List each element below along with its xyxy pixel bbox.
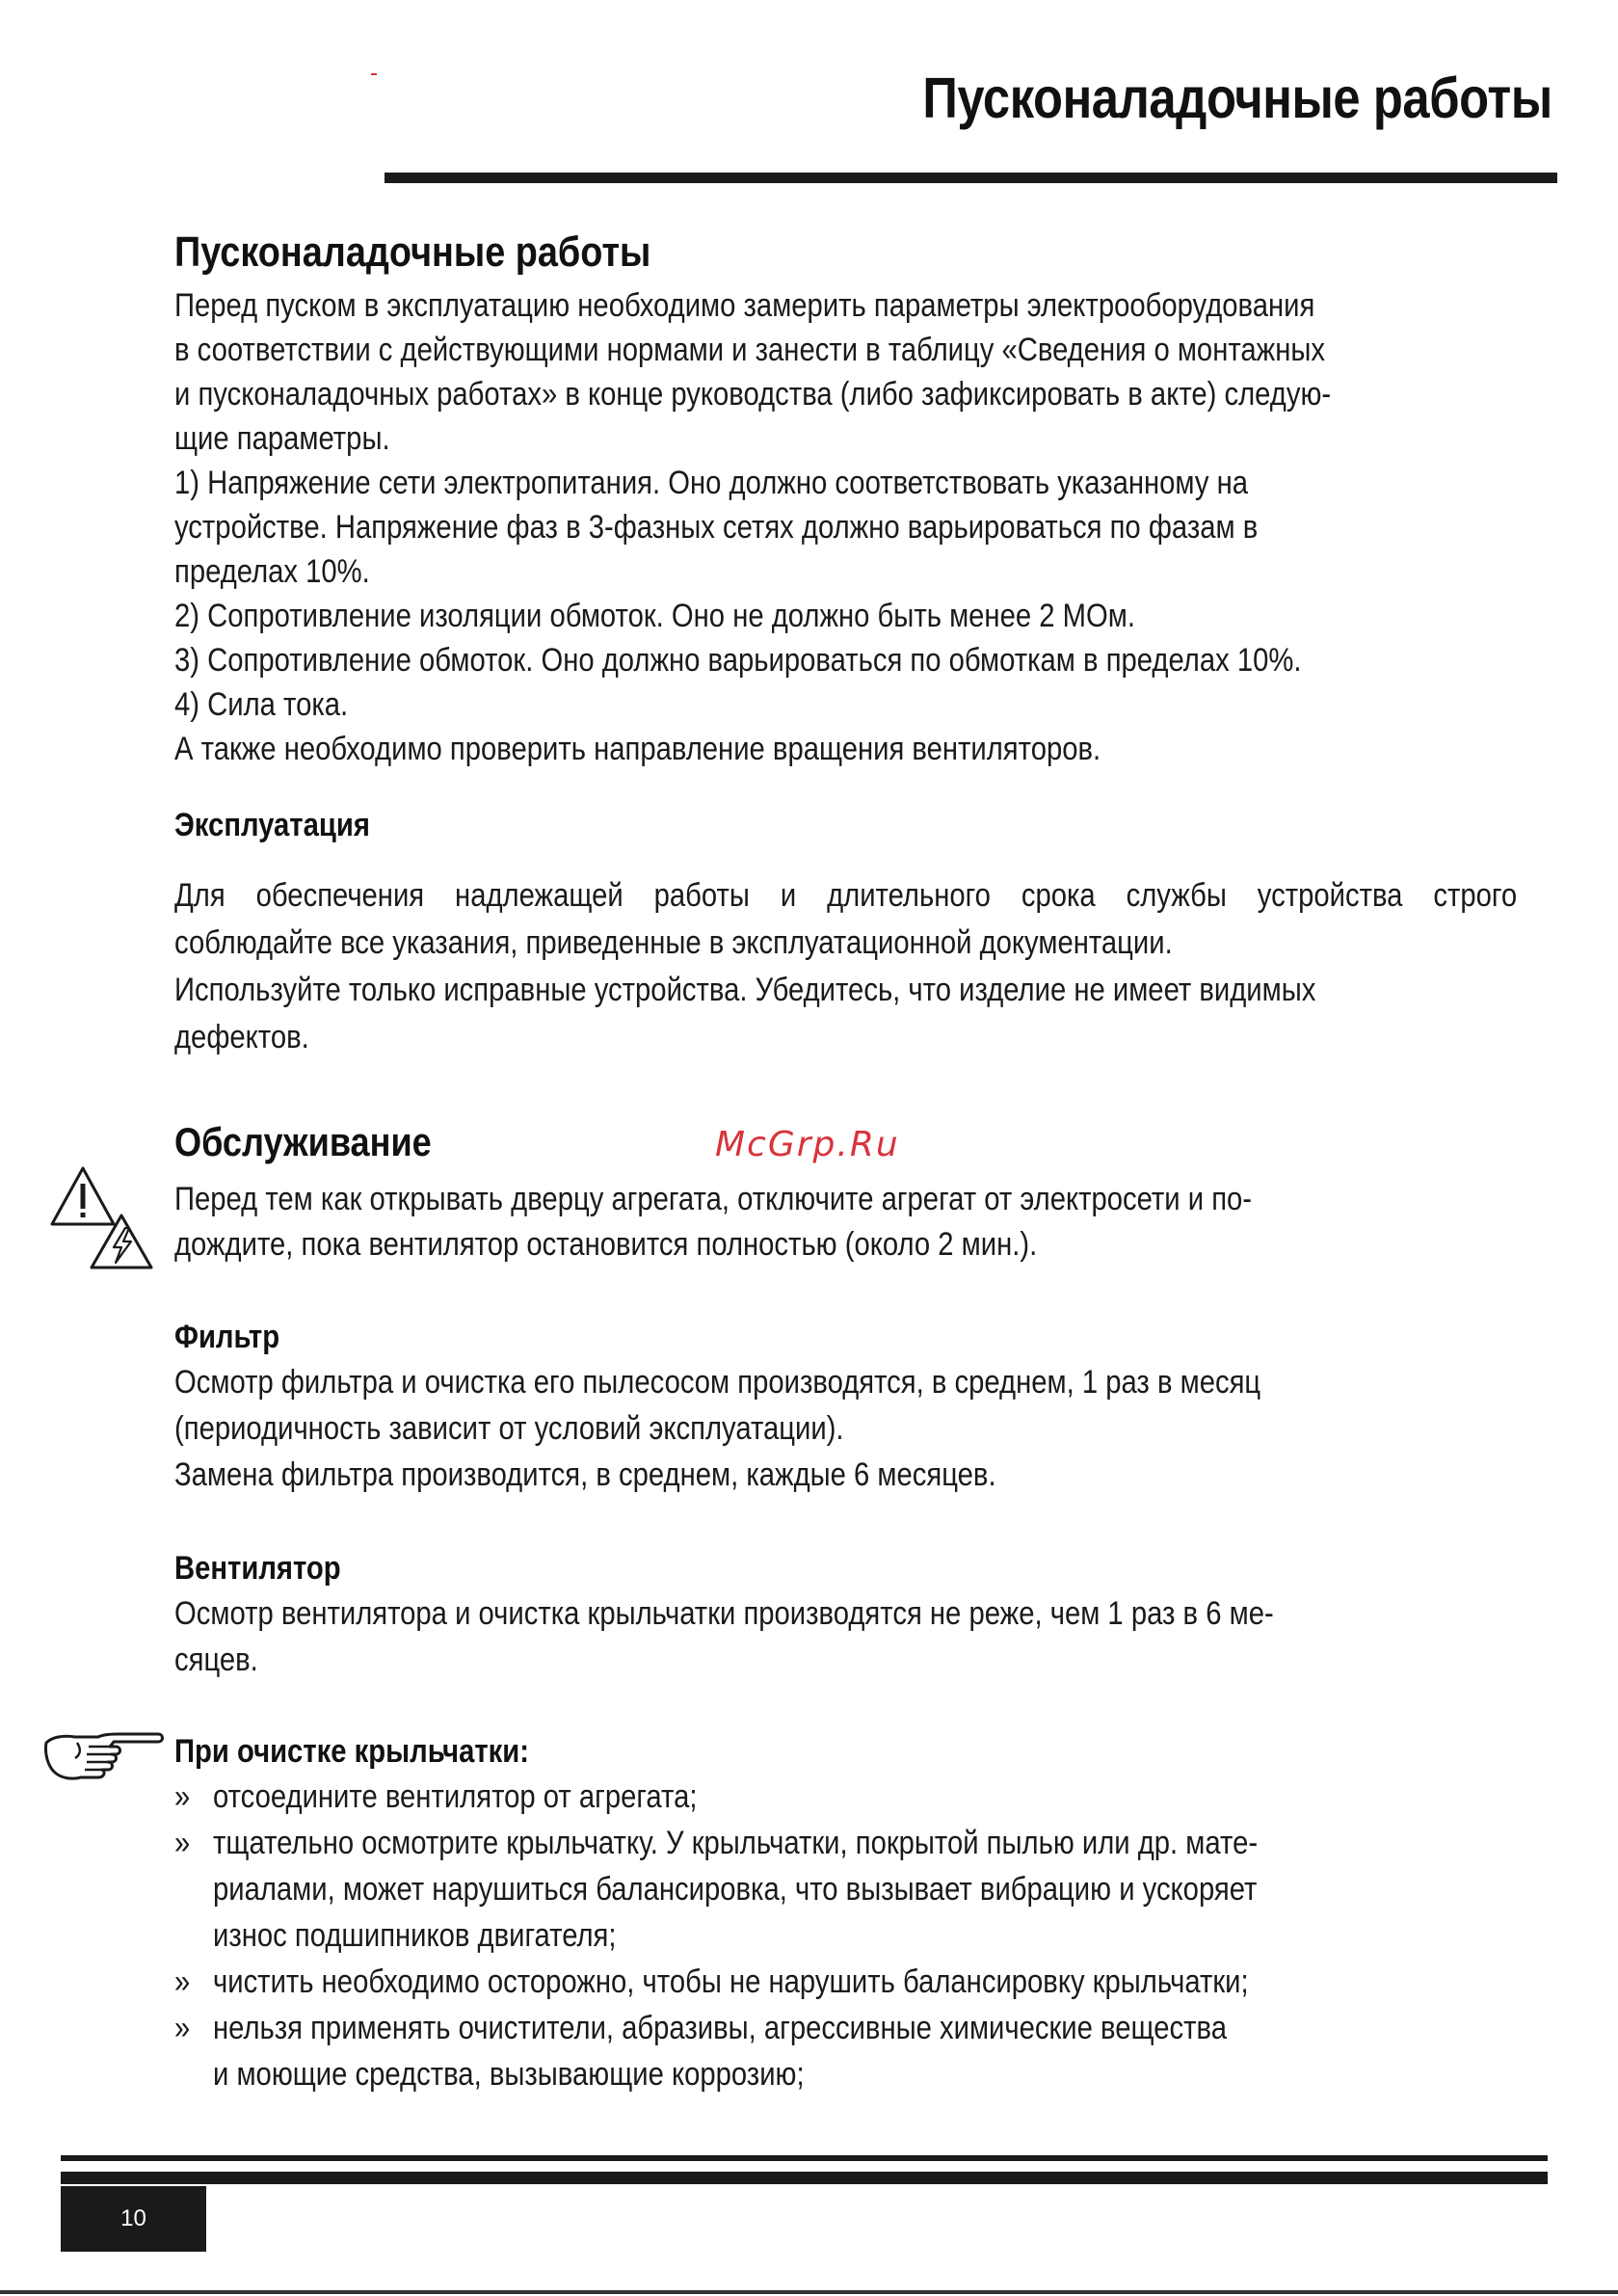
list-item: 4) Сила тока.: [174, 686, 349, 723]
pointing-hand-icon: [42, 1729, 166, 1796]
paragraph-line: Используйте только исправные устройства. Убедитесь, что изделие не имеет видимых: [174, 972, 1316, 1008]
list-item: 3) Сопротивление обмоток. Оно должно варьироваться по обмоткам в пределах 10%.: [174, 642, 1302, 679]
warning-text: Перед тем как открывать дверцу агрегата, отключите агрегат от электросети и по-: [174, 1181, 1253, 1217]
paragraph-line: и пусконаладочных работах» в конце руководства (либо зафиксировать в акте) следую-: [174, 376, 1332, 413]
section-heading-commissioning: Пусконаладочные работы: [174, 228, 651, 276]
bullet-marker: »: [174, 1963, 191, 2000]
page-number: 10: [61, 2186, 206, 2252]
subheading-impeller: При очистке крыльчатки:: [174, 1733, 530, 1770]
bottom-edge-rule: [0, 2290, 1618, 2294]
bullet-item-continuation: риалами, может нарушиться балансировка, что вызывает вибрацию и ускоряет: [213, 1871, 1258, 1908]
watermark-text: McGrp.Ru: [715, 1125, 900, 1164]
bullet-item: чистить необходимо осторожно, чтобы не нарушить балансировку крыльчатки;: [213, 1963, 1249, 2000]
paragraph-line: (периодичность зависит от условий эксплуатации).: [174, 1410, 844, 1447]
decorative-mark: [371, 73, 377, 75]
list-item-continuation: пределах 10%.: [174, 553, 370, 590]
section-heading-operation: Эксплуатация: [174, 807, 370, 843]
paragraph-line: соблюдайте все указания, приведенные в эксплуатационной документации.: [174, 924, 1173, 961]
bullet-item-continuation: и моющие средства, вызывающие коррозию;: [213, 2056, 805, 2093]
paragraph-line: Осмотр фильтра и очистка его пылесосом производятся, в среднем, 1 раз в месяц: [174, 1364, 1261, 1401]
footer-rule: [61, 2155, 1548, 2161]
paragraph-line: Осмотр вентилятора и очистка крыльчатки производятся не реже, чем 1 раз в 6 ме-: [174, 1595, 1274, 1632]
warning-text: дождите, пока вентилятор остановится полностью (около 2 мин.).: [174, 1226, 1038, 1263]
subheading-filter: Фильтр: [174, 1319, 280, 1355]
list-item-continuation: устройстве. Напряжение фаз в 3-фазных сетях должно варьироваться по фазам в: [174, 509, 1259, 546]
paragraph-line: Перед пуском в эксплуатацию необходимо замерить параметры электрооборудования: [174, 287, 1315, 324]
paragraph-line: Для обеспечения надлежащей работы и длительного срока службы устройства строго: [174, 877, 1518, 914]
paragraph-line: сяцев.: [174, 1642, 258, 1678]
page-header-title: Пусконаладочные работы: [922, 67, 1552, 130]
paragraph-line: Замена фильтра производится, в среднем, каждые 6 месяцев.: [174, 1456, 996, 1493]
paragraph-line: в соответствии с действующими нормами и занести в таблицу «Сведения о монтажных: [174, 332, 1326, 368]
list-item: 1) Напряжение сети электропитания. Оно должно соответствовать указанному на: [174, 465, 1248, 501]
section-heading-maintenance: Обслуживание: [174, 1119, 432, 1164]
subheading-fan: Вентилятор: [174, 1550, 341, 1587]
bullet-item: тщательно осмотрите крыльчатку. У крыльчатки, покрытой пылью или др. мате-: [213, 1825, 1259, 1861]
bullet-marker: »: [174, 1778, 191, 1815]
bullet-item-continuation: износ подшипников двигателя;: [213, 1917, 617, 1954]
bullet-marker: »: [174, 2010, 191, 2046]
paragraph-line: дефектов.: [174, 1019, 309, 1055]
electrical-hazard-icon: [89, 1213, 154, 1275]
paragraph-line: А также необходимо проверить направление вращения вентиляторов.: [174, 731, 1101, 767]
header-rule: [385, 173, 1557, 183]
footer-rule: [61, 2172, 1548, 2184]
bullet-marker: »: [174, 1825, 191, 1861]
bullet-item: нельзя применять очистители, абразивы, агрессивные химические вещества: [213, 2010, 1227, 2046]
paragraph-line: щие параметры.: [174, 420, 390, 457]
bullet-item: отсоедините вентилятор от агрегата;: [213, 1778, 698, 1815]
list-item: 2) Сопротивление изоляции обмоток. Оно не должно быть менее 2 МОм.: [174, 598, 1135, 634]
